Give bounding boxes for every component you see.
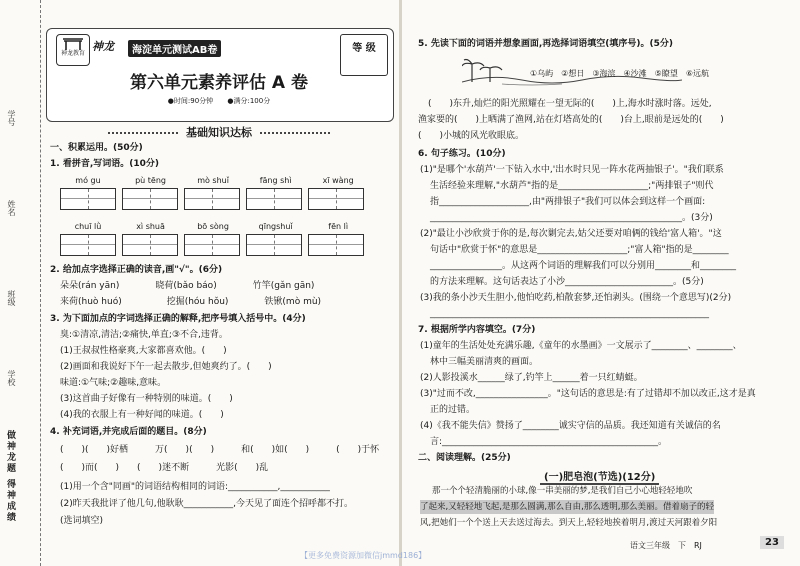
q4-line: ( )( )好栖 万( )( ) 和( )如( ) ( )于怀	[60, 445, 380, 455]
q7-line: (4)《我不能失信》赞扬了________诚实守信的品质。我还知道有关诚信的名	[420, 421, 721, 431]
pinyin: qīngshuǐ	[258, 222, 293, 231]
part1-heading: 一、积累运用。(50分)	[50, 143, 143, 153]
q6-line: 生活经验来理解,"水葫芦"指的是____________________;"两排银子"则代	[430, 181, 714, 191]
q5-prompt: 5. 先读下面的词语并想象画面,再选择词语填空(填序号)。(5分)	[418, 39, 673, 49]
q6-line: ________________________________________________________。(3分)	[430, 213, 713, 223]
answer-box[interactable]	[60, 188, 116, 210]
q4-line: (1)用一个含"同画"的词语结构相同的词语:___________,___________	[60, 482, 330, 492]
q3-line: 味道:①气味;②趣味,意味。	[60, 378, 167, 388]
answer-box[interactable]	[246, 188, 302, 210]
q6-line: ______________________________________________________________	[430, 309, 709, 319]
reading-title: (一)肥皂泡(节选)(12分)	[540, 468, 659, 485]
q6-line: 指____________________,由"两排银子"我们可以体会到这样一个画面:	[430, 197, 706, 207]
logo-text: 神龙教育	[60, 50, 85, 57]
publisher-logo	[56, 34, 90, 66]
q7-line: 言:________________________________________________。	[430, 437, 668, 447]
pinyin: bō sòng	[197, 222, 229, 231]
series-name: 海淀单元测试AB卷	[128, 40, 221, 57]
q3-line: 臭:①清凉,清洁;②痛快,单直;③不合,违背。	[60, 330, 228, 340]
answer-box[interactable]	[122, 234, 178, 256]
pinyin: xī wàng	[322, 176, 354, 185]
brand-name: 神龙	[92, 40, 114, 53]
q4-line: (选词填空)	[60, 516, 104, 526]
q4-prompt: 4. 补充词语,并完成后面的题目。(8分)	[50, 427, 207, 437]
pinyin-row-1	[58, 176, 368, 185]
reading-line: 了起来,又轻轻地飞起,是那么圆满,那么自由,那么透明,那么美丽。借着扇子的轻	[420, 502, 715, 512]
footer-label: 语文三年级 下 RJ	[630, 541, 702, 550]
q3-line: (4)我的衣服上有一种好闻的味道。( )	[60, 410, 224, 420]
full-score: ●满分:100分	[227, 97, 271, 105]
grade-label: 等 级	[352, 43, 376, 54]
q4-line: ( )而( ) ( )迷不断 光影( )乱	[60, 463, 269, 473]
q3-line: (1)王叔叔性格豪爽,大家都喜欢他。( )	[60, 346, 227, 356]
time-limit: ●时间:90分钟	[167, 97, 214, 105]
gate-icon	[63, 38, 83, 50]
part2-heading: 二、阅读理解。(25分)	[418, 453, 511, 463]
q3-line: (3)这首曲子好像有一种特别的味道。( )	[60, 394, 233, 404]
pinyin-row-2	[58, 222, 368, 231]
pinyin: pù tēng	[135, 176, 166, 185]
q6-line: (1)"是哪个'水葫芦'一下钻入水中,'出水时只见一阵水花两抽银子'。"我们联系	[420, 165, 724, 175]
pinyin: fēn lì	[328, 222, 349, 231]
answer-box[interactable]	[184, 188, 240, 210]
q3-prompt: 3. 为下面加点的字词选择正确的解释,把序号填入括号中。(4分)	[50, 314, 306, 324]
q5-line: ( )小城的风光收眼底。	[418, 131, 525, 141]
answer-box[interactable]	[246, 234, 302, 256]
q6-line: (2)"最让小沙欣赏于你的是,每次剿完去,姑父还要对咱俩的钱给'富人箱'。"这	[420, 229, 722, 239]
q6-line: 的方法来理解。这句话表达了小沙________________________。(5分)	[430, 277, 704, 287]
watermark: 【更多免费资源加微信jmmd186】	[300, 551, 427, 560]
q4-line: (2)昨天我批评了他几句,他耿耿___________,今天见了面连个招呼都不打。	[60, 499, 353, 509]
section-banner: 基础知识达标	[46, 124, 392, 140]
margin-label-name: 姓名	[7, 200, 16, 216]
q6-line: (3)我的条小沙天生胆小,他怕吃药,柏散套梦,还怕剥头。(围绕一个意思写)(2分)	[420, 293, 732, 303]
margin-slogan: 做神龙题 得神成绩	[5, 430, 15, 524]
writing-grid-1	[60, 188, 364, 210]
q7-line: 正的过错。	[430, 405, 476, 415]
word-choices: ①乌屿 ②想日 ③海滨 ④沙滩 ⑤瞭望 ⑥远航	[530, 69, 710, 78]
answer-box[interactable]	[60, 234, 116, 256]
page-number: 23	[760, 536, 784, 549]
page-title: 第六单元素养评估 A 卷	[130, 73, 308, 93]
pinyin: mó gu	[75, 176, 101, 185]
exam-meta	[46, 96, 392, 106]
q2-prompt: 2. 给加点字选择正确的读音,画"√"。(6分)	[50, 265, 223, 275]
answer-box[interactable]	[308, 234, 364, 256]
binding-margin	[0, 0, 41, 566]
answer-box[interactable]	[308, 188, 364, 210]
q5-line: 渔家要的( )上晒满了渔网,站在灯塔高处的( )台上,眼前是远处的( )	[418, 115, 724, 125]
q1-prompt: 1. 看拼音,写词语。(10分)	[50, 159, 159, 169]
reading-line: 那一个个轻清脆丽的小球,像一串美丽的梦,是我们自己小心地轻轻地吹	[432, 486, 693, 496]
pinyin: chuī lǜ	[74, 222, 102, 231]
answer-box[interactable]	[184, 234, 240, 256]
q6-prompt: 6. 句子练习。(10分)	[418, 149, 506, 159]
answer-box[interactable]	[122, 188, 178, 210]
q7-line: (2)人影投溪水______绿了,钓竿上______着一只红蜻蜓。	[420, 373, 643, 383]
q6-line: 句话中"欣赏于怀"的意思是____________________;"富人箱"指的是________	[430, 245, 729, 255]
writing-grid-2	[60, 234, 364, 256]
q2-line: 来荷(huò huó) 挖掘(hóu hǒu) 铁锹(mò mù)	[60, 297, 322, 307]
q7-line: (3)"过而不改,________________。"这句话的意思是:有了过错却不加以改正,这才是真	[420, 389, 756, 399]
pinyin: mò shuǐ	[197, 176, 229, 185]
pinyin: fāng shì	[259, 176, 292, 185]
margin-label-school: 学校	[7, 370, 16, 386]
q7-line: 林中三幅美丽清爽的画面。	[430, 357, 539, 367]
reading-line: 风,把她们一个个送上天去送过海去。到天上,轻轻地挨着明月,渡过天河跟着夕阳	[420, 518, 718, 528]
q2-line: 朵朵(rán yān) 晓荷(bǎo báo) 竹竿(gǎn gān)	[60, 281, 315, 291]
margin-label-class: 班级	[7, 290, 16, 306]
q6-line: ________________。从这两个词语的理解我们可以分别用________和________	[430, 261, 737, 271]
q3-line: (2)画面和我说好下午一起去散步,但她爽约了。( )	[60, 362, 272, 372]
q7-line: (1)童年的生活处处充满乐趣,《童年的水墨画》一文展示了________、________、	[420, 341, 742, 351]
q5-line: ( )东升,灿烂的阳光照耀在一望无际的( )上,海水时涨时落。远处,	[428, 99, 712, 109]
pinyin: xì shuā	[136, 222, 165, 231]
margin-label-id: 学号	[7, 110, 16, 126]
q7-prompt: 7. 根据所学内容填空。(7分)	[418, 325, 536, 335]
